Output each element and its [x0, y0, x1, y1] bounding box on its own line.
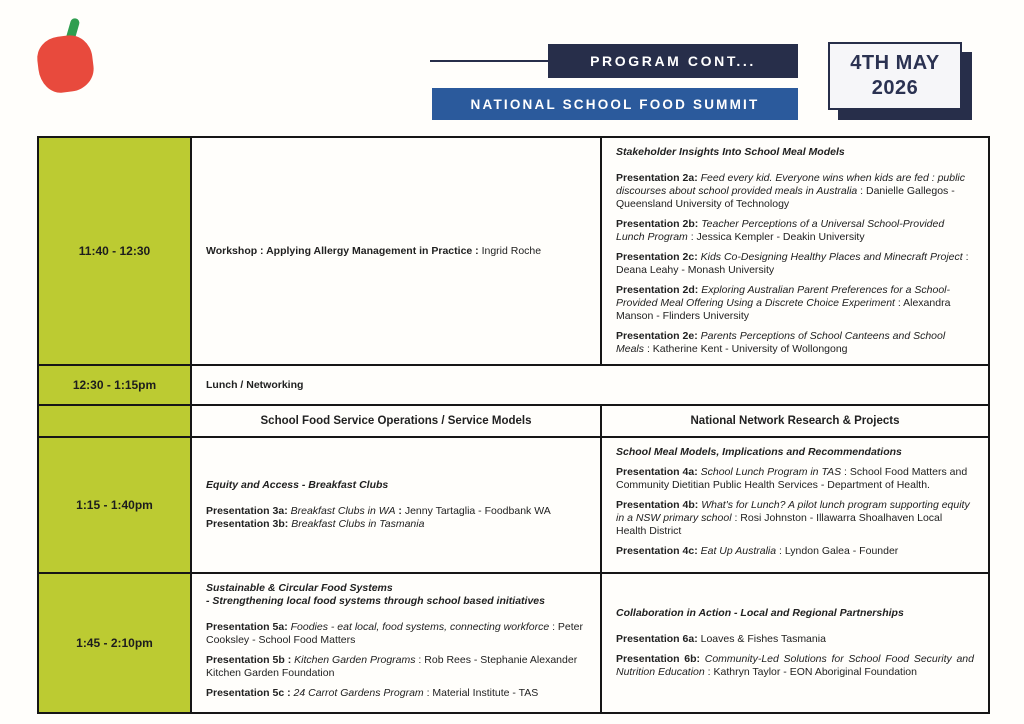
time-cell: 11:40 - 12:30: [38, 137, 191, 365]
track-header-national-network: National Network Research & Projects: [601, 405, 989, 437]
summit-title-banner: [432, 88, 798, 120]
time-cell-empty: [38, 405, 191, 437]
date-box: [828, 42, 962, 110]
program-table: [37, 136, 990, 714]
apple-logo-icon: [38, 18, 96, 94]
apple-body-icon: [35, 33, 96, 95]
table-row-track-headers: [38, 405, 989, 437]
time-cell: 12:30 - 1:15pm: [38, 365, 191, 405]
table-row-lunch: [38, 365, 989, 405]
table-row-session-3-4: [38, 437, 989, 573]
session-cell-collaboration: Collaboration in Action - Local and Regional Partnerships Presentation 6a: Loaves & Fishes Tasmania Presentation 6b: Community-Led Solutions for School Food Security and Nutrition Education : Kathryn Taylor - EON Aboriginal Foundation: [601, 573, 989, 713]
date-line-2: 2026: [871, 77, 919, 99]
header-rule-line: [430, 60, 554, 62]
session-cell-workshop: Workshop : Applying Allergy Management in Practice : Ingrid Roche: [191, 137, 601, 365]
date-line-1: 4TH MAY: [850, 52, 940, 74]
session-cell-breakfast-clubs: Equity and Access - Breakfast Clubs Presentation 3a: Breakfast Clubs in WA : Jenny Tartaglia - Foodbank WA Presentation 3b: Breakfast Clubs in Tasmania: [191, 437, 601, 573]
table-row-session-5-6: [38, 573, 989, 713]
program-cont-label: PROGRAM CONT...: [590, 53, 756, 69]
table-row-workshop: [38, 137, 989, 365]
summit-title-label: NATIONAL SCHOOL FOOD SUMMIT: [470, 96, 760, 112]
session-cell-school-meal-models: School Meal Models, Implications and Recommendations Presentation 4a: School Lunch Program in TAS : School Food Matters and Community Dietitian Public Health Services - Department of Health. Presentation 4b: What's for Lunch? A pilot lunch program supporting equity in a NSW primary school : Rosi Johnston - Illawarra Shoalhaven Local Health District Presentation 4c: Eat Up Australia : Lyndon Galea - Founder: [601, 437, 989, 573]
time-cell: 1:15 - 1:40pm: [38, 437, 191, 573]
program-cont-banner: [548, 44, 798, 78]
time-cell: 1:45 - 2:10pm: [38, 573, 191, 713]
lunch-cell: Lunch / Networking: [191, 365, 989, 405]
session-cell-sustainable-food-systems: Sustainable & Circular Food Systems - Strengthening local food systems through school based initiatives Presentation 5a: Foodies - eat local, food systems, connecting workforce : Peter Cooksley - School Food Matters Presentation 5b : Kitchen Garden Programs : Rob Rees - Stephanie Alexander Kitchen Garden Foundation Presentation 5c : 24 Carrot Gardens Program : Material Institute - TAS: [191, 573, 601, 713]
session-cell-stakeholder-insights: Stakeholder Insights Into School Meal Models Presentation 2a: Feed every kid. Everyone wins when kids are fed : public discourses about school provided meals in Australia : Danielle Gallegos - Queensland University of Technology Presentation 2b: Teacher Perceptions of a Universal School-Provided Lunch Program : Jessica Kempler - Deakin University Presentation 2c: Kids Co-Designing Healthy Places and Minecraft Project : Deana Leahy - Monash University Presentation 2d: Exploring Australian Parent Preferences for a School-Provided Meal Offering Using a Discrete Choice Experiment : Alexandra Manson - Flinders University Presentation 2e: Parents Perceptions of School Canteens and School Meals : Katherine Kent - University of Wollongong: [601, 137, 989, 365]
track-header-service-models: School Food Service Operations / Service Models: [191, 405, 601, 437]
